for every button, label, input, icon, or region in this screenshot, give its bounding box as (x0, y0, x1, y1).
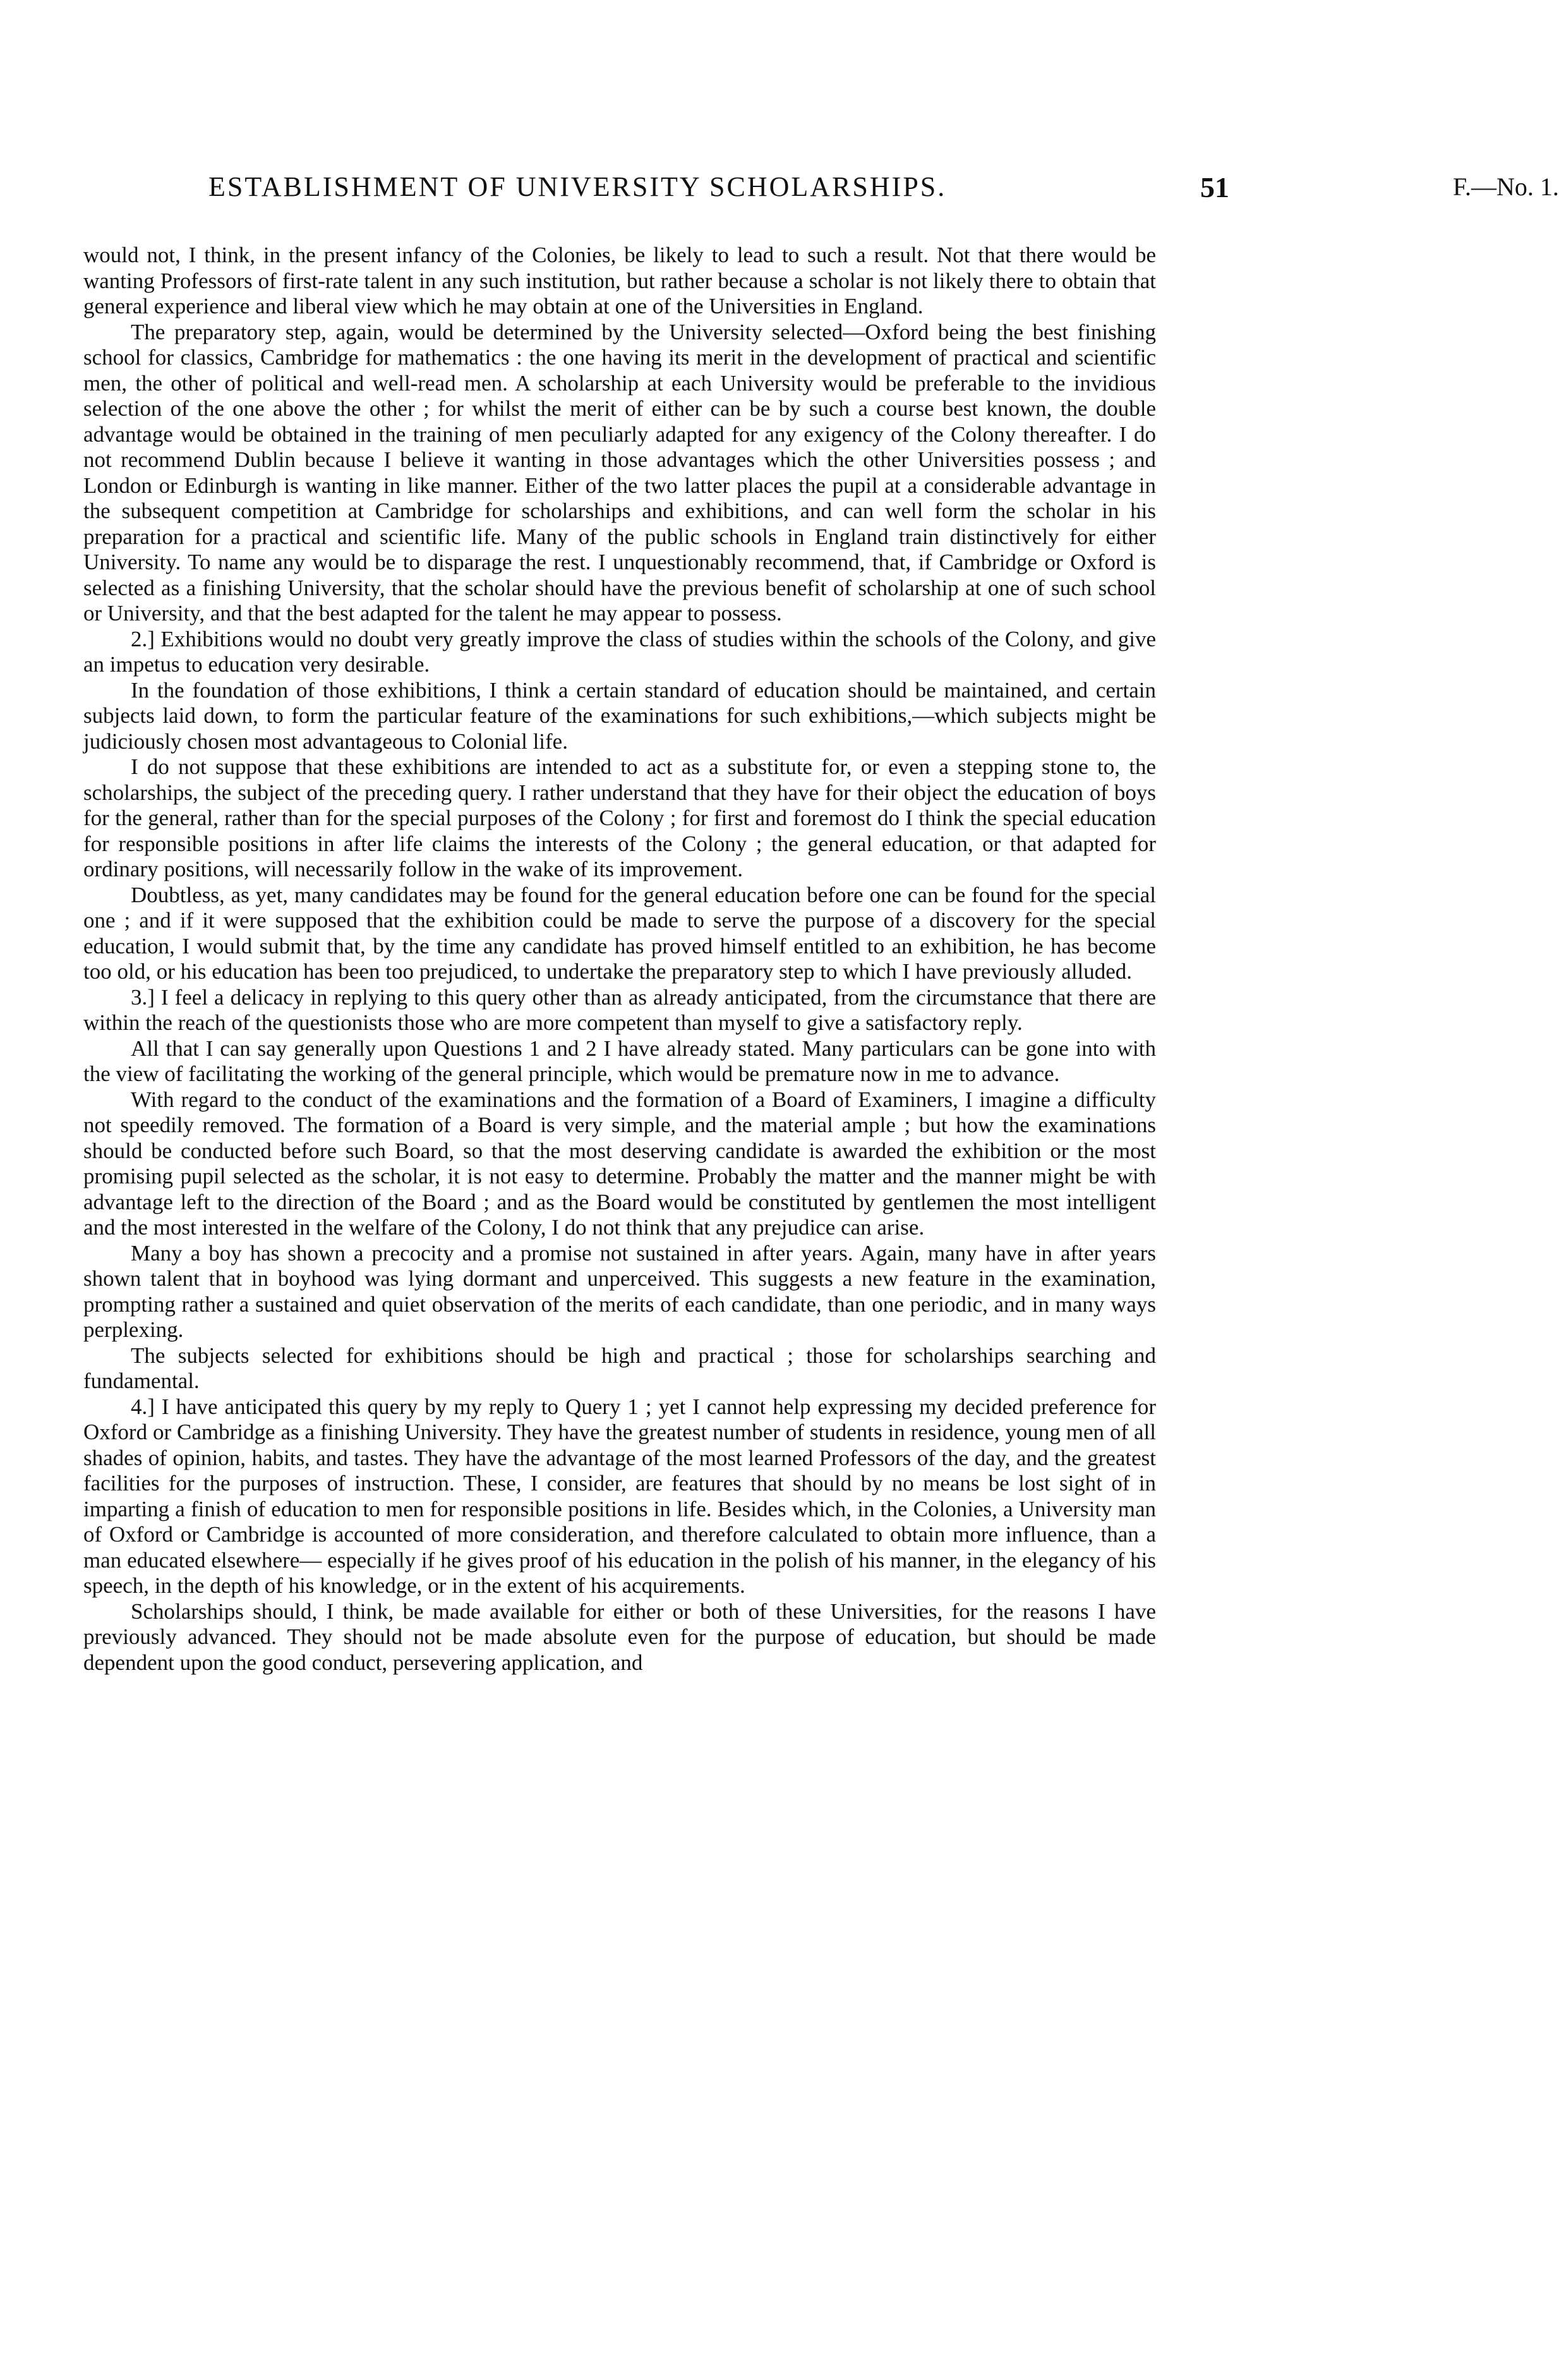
paragraph-2: The preparatory step, again, would be determined by the University selected—Oxford being the best finishing school for classics, Cambridge for mathematics : the one having its merit in the development of practical and scientific men, the other of political and well-read men. A scholarship at each University would be preferable to the invidious selection of the one above the other ; for whilst the merit of either can be by such a course best known, the double advantage would be obtained in the training of men peculiarly adapted for any exigency of the Colony thereafter. I do not recommend Dublin because I believe it wanting in those advantages which the other Universities possess ; and London or Edinburgh is wanting in like manner. Either of the two latter places the pupil at a considerable advantage in the subsequent competition at Cambridge for scholarships and exhibitions, and can well form the scholar in his preparation for a practical and scientific life. Many of the public schools in England train distinctively for either University. To name any would be to disparage the rest. I unquestionably recommend, that, if Cambridge or Oxford is selected as a finishing University, that the scholar should have the previous benefit of scholarship at one of such school or University, and that the best adapted for the talent he may appear to possess. (83, 319, 1156, 625)
paragraph-6: Doubtless, as yet, many candidates may be found for the general education before one can be found for the special one ; and if it were supposed that the exhibition could be made to serve the purpose of a discovery for the special education, I would submit that, by the time any candidate has proved himself entitled to an exhibition, he has become too old, or his education has been too prejudiced, to undertake the preparatory step to which I have previously alluded. (83, 882, 1156, 984)
paragraph-12: 4.] I have anticipated this query by my reply to Query 1 ; yet I cannot help expressing my decided preference for Oxford or Cambridge as a finishing University. They have the greatest number of students in residence, young men of all shades of opinion, habits, and tastes. They have the advantage of the most learned Professors of the day, and the greatest facilities for the purposes of instruction. These, I consider, are features that should by no means be lost sight of in imparting a finish of education to men for responsible positions in life. Besides which, in the Colonies, a University man of Oxford or Cambridge is accounted of more consideration, and therefore calculated to obtain more influence, than a man educated elsewhere— especially if he gives proof of his education in the polish of his manner, in the elegancy of his speech, in the depth of his knowledge, or in the extent of his acquirements. (83, 1394, 1156, 1598)
paragraph-10: Many a boy has shown a precocity and a promise not sustained in after years. Again, many have in after years shown talent that in boyhood was lying dormant and unperceived. This suggests a new feature in the examination, prompting rather a sustained and quiet observation of the merits of each candidate, than one periodic, and in many ways perplexing. (83, 1240, 1156, 1342)
running-title: ESTABLISHMENT OF UNIVERSITY SCHOLARSHIPS. (208, 171, 947, 202)
document-reference: F.—No. 1. (1453, 172, 1559, 201)
page-number: 51 (1200, 171, 1229, 203)
paragraph-8: All that I can say generally upon Questions 1 and 2 I have already stated. Many particulars can be gone into with the view of facilitating the working of the general principle, which would be premature now in me to advance. (83, 1036, 1156, 1086)
paragraph-9: With regard to the conduct of the examinations and the formation of a Board of Examiners, I imagine a difficulty not speedily removed. The formation of a Board is very simple, and the material ample ; but how the examinations should be conducted before such Board, so that the most deserving candidate is awarded the exhibition or the most promising pupil selected as the scholar, it is not easy to determine. Probably the matter and the manner might be with advantage left to the direction of the Board ; and as the Board would be constituted by gentlemen the most intelligent and the most interested in the welfare of the Colony, I do not think that any prejudice can arise. (83, 1087, 1156, 1240)
page-header (208, 171, 1559, 215)
body-text (83, 243, 1156, 1676)
paragraph-5: I do not suppose that these exhibitions are intended to act as a substitute for, or even a stepping stone to, the scholarships, the subject of the preceding query. I rather understand that they have for their object the education of boys for the general, rather than for the special purposes of the Colony ; for first and foremost do I think the special education for responsible positions in after life claims the interests of the Colony ; the general education, or that adapted for ordinary positions, will necessarily follow in the wake of its improvement. (83, 754, 1156, 881)
paragraph-1: would not, I think, in the present infancy of the Colonies, be likely to lead to such a result. Not that there would be wanting Professors of first-rate talent in any such institution, but rather because a scholar is not likely there to obtain that general experience and liberal view which he may obtain at one of the Universities in England. (83, 243, 1156, 318)
paragraph-13: Scholarships should, I think, be made available for either or both of these Universities, for the reasons I have previously advanced. They should not be made absolute even for the purpose of education, but should be made dependent upon the good conduct, persevering application, and (83, 1598, 1156, 1675)
paragraph-7: 3.] I feel a delicacy in replying to this query other than as already anticipated, from the circumstance that there are within the reach of the questionists those who are more competent than myself to give a satisfactory reply. (83, 984, 1156, 1035)
paragraph-11: The subjects selected for exhibitions should be high and practical ; those for scholarships searching and fundamental. (83, 1343, 1156, 1393)
paragraph-4: In the foundation of those exhibitions, I think a certain standard of education should be maintained, and certain subjects laid down, to form the particular feature of the examinations for such exhibitions,—which subjects might be judiciously chosen most advantageous to Colonial life. (83, 677, 1156, 754)
paragraph-3: 2.] Exhibitions would no doubt very greatly improve the class of studies within the schools of the Colony, and give an impetus to education very desirable. (83, 626, 1156, 677)
